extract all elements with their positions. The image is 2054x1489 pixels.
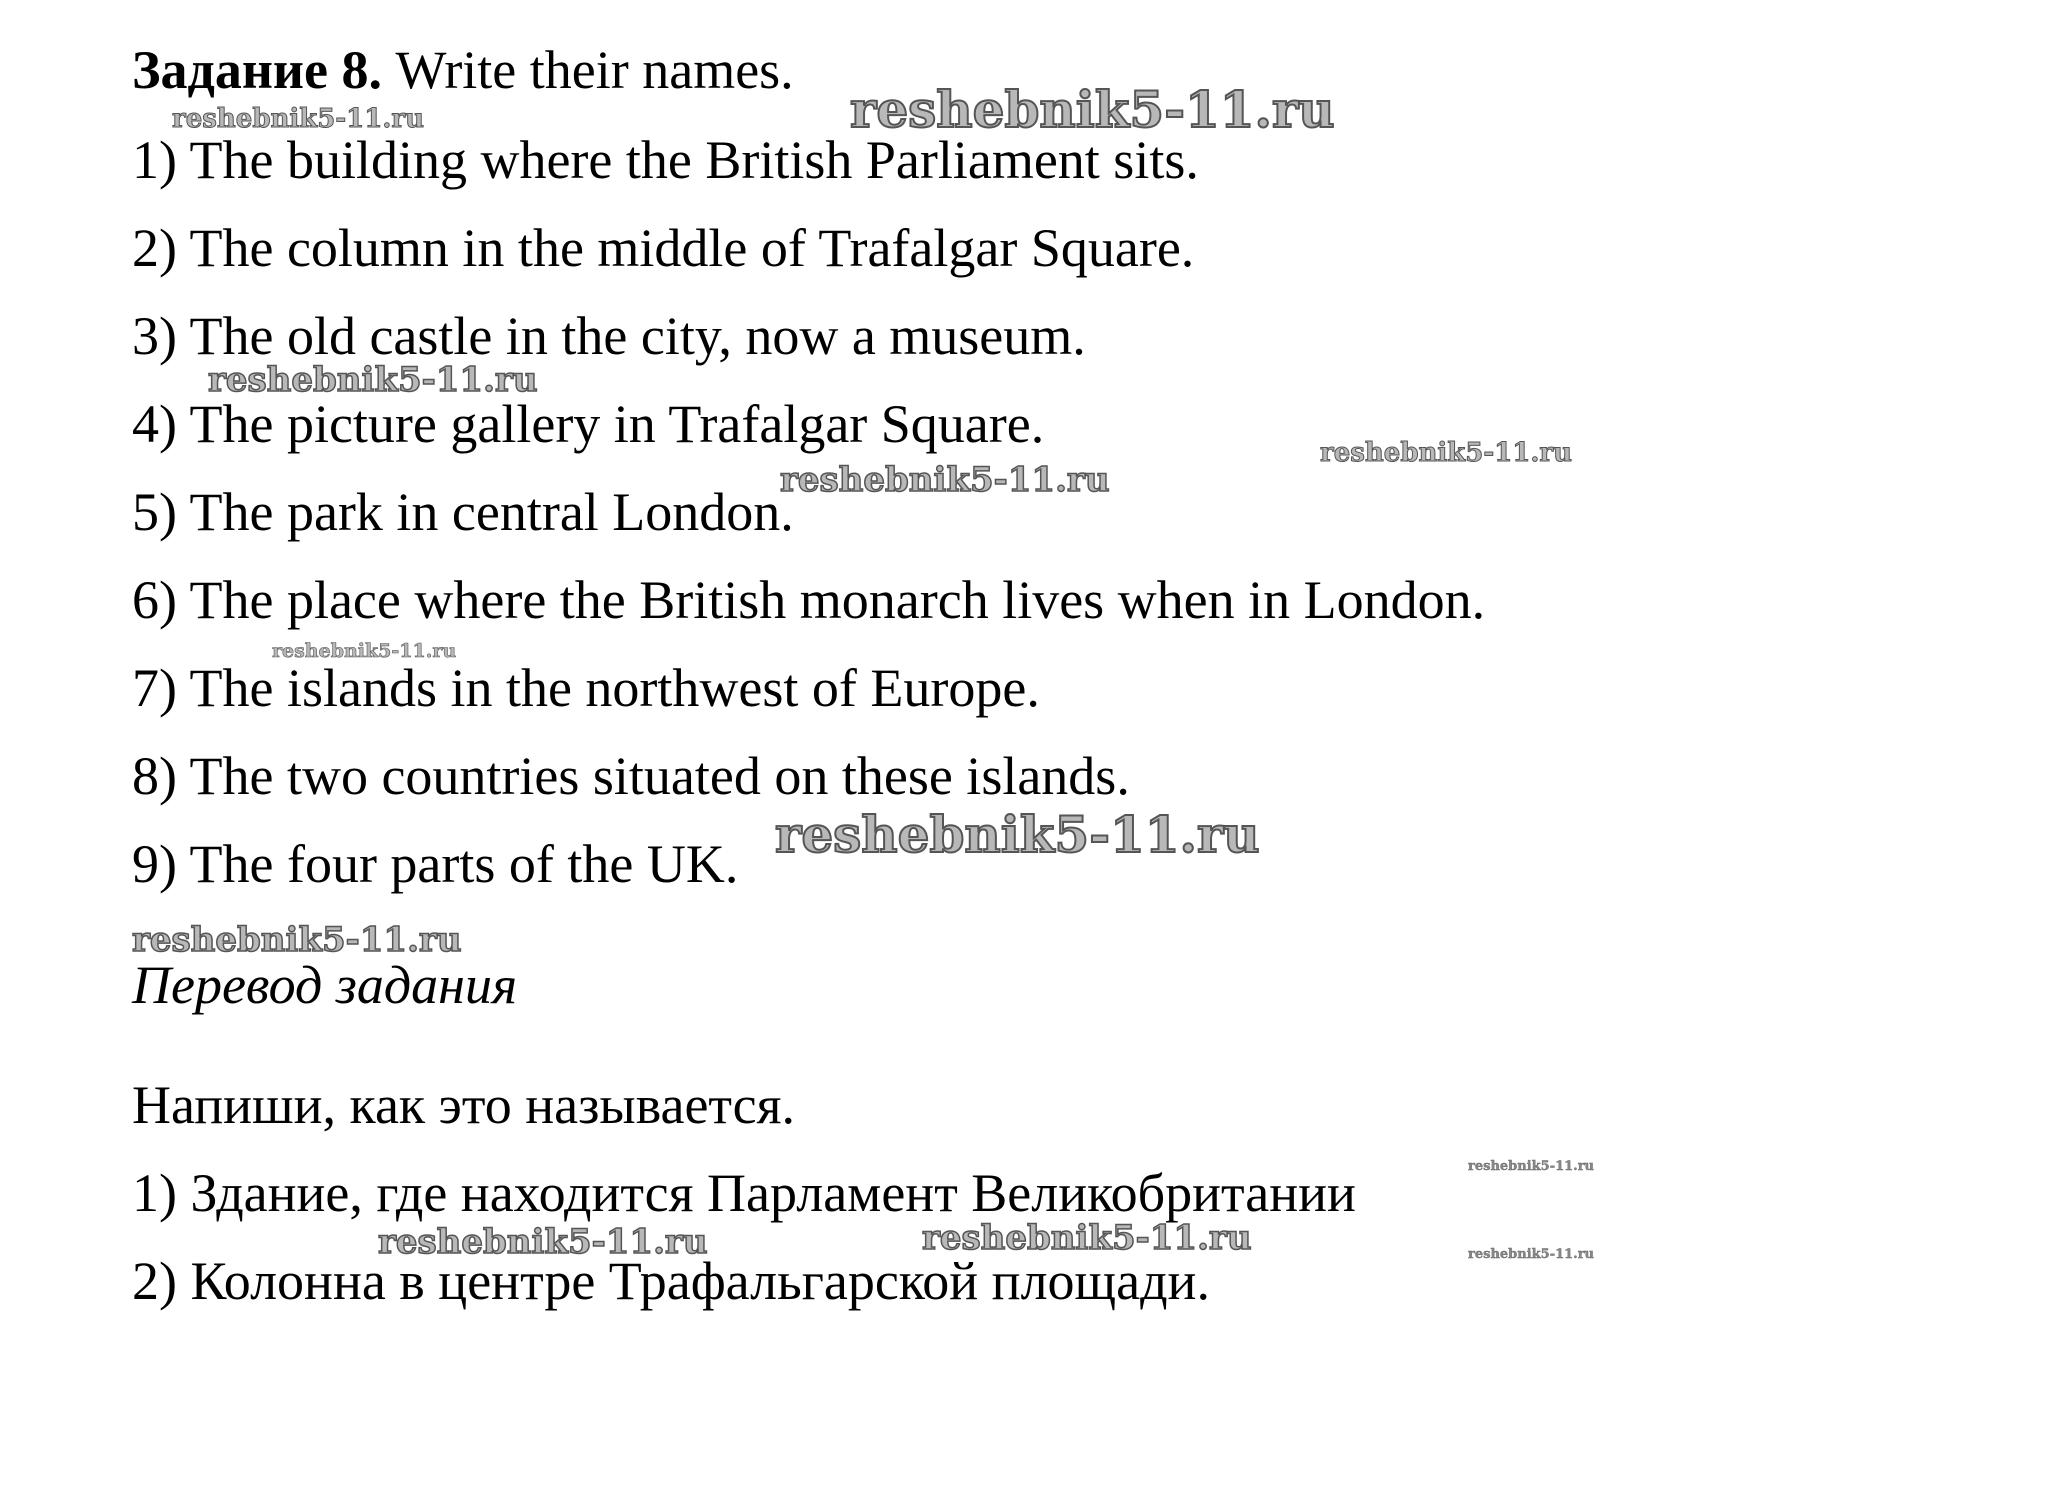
watermark: reshebnik5-11.ru — [850, 80, 1335, 139]
translation-heading: Перевод задания — [132, 955, 518, 1015]
list-item: 1) The building where the British Parliament sits. — [132, 130, 1199, 190]
translation-item: 1) Здание, где находится Парламент Великобритании — [132, 1163, 1356, 1223]
list-item: 4) The picture gallery in Trafalgar Square. — [132, 394, 1045, 454]
watermark: reshebnik5-11.ru — [1468, 1247, 1595, 1262]
task-number: Задание 8. — [132, 40, 383, 100]
watermark: reshebnik5-11.ru — [1320, 438, 1573, 468]
task-title — [132, 40, 794, 100]
watermark: reshebnik5-11.ru — [780, 460, 1110, 500]
list-item: 5) The park in central London. — [132, 482, 794, 542]
watermark: reshebnik5-11.ru — [378, 1222, 708, 1262]
watermark: reshebnik5-11.ru — [172, 104, 425, 134]
list-item: 8) The two countries situated on these islands. — [132, 746, 1130, 806]
list-item: 2) The column in the middle of Trafalgar Square. — [132, 218, 1195, 278]
watermark: reshebnik5-11.ru — [272, 640, 457, 662]
translation-intro: Напиши, как это называется. — [132, 1075, 795, 1135]
watermark: reshebnik5-11.ru — [922, 1218, 1252, 1258]
list-item: 3) The old castle in the city, now a museum. — [132, 306, 1086, 366]
watermark: reshebnik5-11.ru — [132, 920, 462, 960]
list-item: 6) The place where the British monarch lives when in London. — [132, 570, 1486, 630]
task-instruction: Write their names. — [395, 40, 794, 100]
watermark: reshebnik5-11.ru — [1468, 1159, 1595, 1174]
watermark: reshebnik5-11.ru — [775, 805, 1260, 864]
translation-item: 2) Колонна в центре Трафальгарской площади. — [132, 1251, 1210, 1311]
watermark: reshebnik5-11.ru — [208, 360, 538, 400]
list-item: 9) The four parts of the UK. — [132, 834, 739, 894]
list-item: 7) The islands in the northwest of Europe. — [132, 658, 1040, 718]
